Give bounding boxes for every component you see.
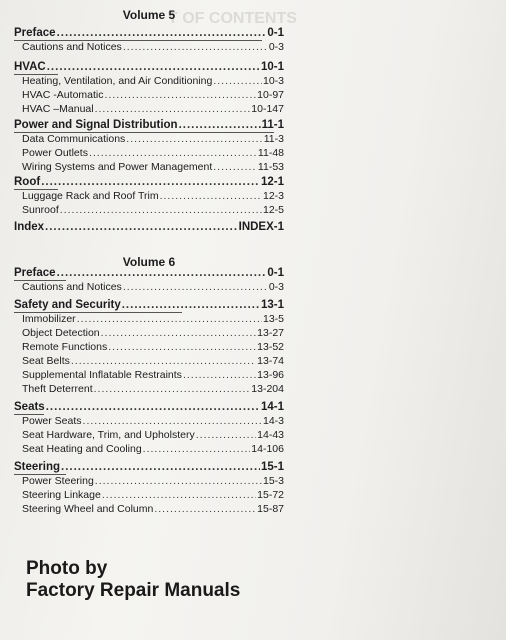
- toc-section-heading: [14, 460, 284, 474]
- toc-page-number: 0-3: [268, 281, 284, 293]
- toc-section-heading: [14, 400, 284, 414]
- toc-page-number: 15-3: [262, 475, 284, 487]
- dot-leader: [47, 60, 260, 74]
- toc-page-number: 11-3: [263, 133, 284, 145]
- toc-entry: [14, 442, 284, 456]
- dot-leader: [123, 280, 268, 294]
- toc-page-number: 10-3: [262, 75, 284, 87]
- toc-section-heading: [14, 220, 284, 234]
- bleed-through-text: T OF CONTENTS: [168, 10, 297, 27]
- toc-entry: [14, 382, 284, 396]
- dot-leader: [122, 298, 260, 312]
- toc-entry: [14, 40, 284, 54]
- toc-entry-title: Wiring Systems and Power Management: [22, 161, 213, 173]
- toc-entry-title: Preface: [14, 267, 56, 279]
- toc-entry-title: Sunroof: [22, 204, 59, 216]
- toc-page-number: 14-1: [260, 401, 284, 413]
- dot-leader: [126, 132, 262, 146]
- dot-leader: [143, 442, 251, 456]
- toc-page-number: 12-3: [262, 190, 284, 202]
- toc-page-number: 15-1: [260, 461, 284, 473]
- dot-leader: [57, 26, 267, 40]
- toc-entry: [14, 340, 284, 354]
- toc-entry: [14, 280, 284, 294]
- toc-entry-title: Data Communications: [22, 133, 126, 145]
- toc-entry: [14, 189, 284, 203]
- toc-page-number: 0-1: [267, 27, 284, 39]
- toc-entry-title: Power Outlets: [22, 147, 88, 159]
- toc-entry: [14, 428, 284, 442]
- dot-leader: [41, 175, 260, 189]
- toc-entry-title: Power Seats: [22, 415, 82, 427]
- toc-entry-title: Power Steering: [22, 475, 94, 487]
- toc-entry-title: Cautions and Notices: [22, 281, 122, 293]
- toc-entry-title: Seats: [14, 401, 45, 413]
- dot-leader: [105, 88, 257, 102]
- toc-page-number: 13-1: [260, 299, 284, 311]
- dot-leader: [213, 74, 262, 88]
- dot-leader: [95, 102, 251, 116]
- watermark-line-1: Photo by: [26, 558, 108, 579]
- toc-page-number: 13-27: [257, 327, 284, 339]
- toc-section-heading: [14, 266, 284, 280]
- toc-entry: [14, 146, 284, 160]
- dot-leader: [61, 460, 260, 474]
- toc-section-heading: [14, 26, 284, 40]
- toc-page-number: INDEX-1: [238, 221, 284, 233]
- toc-page-number: 0-3: [268, 41, 284, 53]
- toc-entry-title: Seat Heating and Cooling: [22, 443, 142, 455]
- dot-leader: [94, 382, 251, 396]
- toc-entry-title: Cautions and Notices: [22, 41, 122, 53]
- toc-entry: [14, 368, 284, 382]
- toc-entry-title: HVAC –Manual: [22, 103, 94, 115]
- toc-entry: [14, 474, 284, 488]
- dot-leader: [71, 354, 256, 368]
- toc-entry: [14, 488, 284, 502]
- heading-underline: [14, 280, 66, 281]
- toc-page-number: 13-204: [251, 383, 284, 395]
- dot-leader: [213, 160, 257, 174]
- watermark-line-2: Factory Repair Manuals: [26, 580, 241, 601]
- toc-section-heading: [14, 175, 284, 189]
- dot-leader: [83, 414, 262, 428]
- toc-entry-title: Steering Wheel and Column: [22, 503, 154, 515]
- toc-entry: [14, 312, 284, 326]
- toc-entry-title: Theft Deterrent: [22, 383, 93, 395]
- toc-page-number: 0-1: [267, 267, 284, 279]
- dot-leader: [45, 220, 238, 234]
- volume-6-heading: Volume 6: [122, 255, 176, 269]
- toc-entry: [14, 203, 284, 217]
- toc-entry-title: Steering: [14, 461, 61, 473]
- dot-leader: [60, 203, 262, 217]
- toc-page-number: 15-87: [257, 503, 284, 515]
- toc-entry: [14, 354, 284, 368]
- toc-entry: [14, 326, 284, 340]
- dot-leader: [160, 189, 262, 203]
- dot-leader: [101, 326, 257, 340]
- toc-entry: [14, 502, 284, 516]
- toc-page-number: 15-72: [257, 489, 284, 501]
- toc-page-number: 10-1: [260, 61, 284, 73]
- toc-page-number: 11-1: [261, 119, 284, 131]
- heading-underline: [14, 189, 58, 190]
- toc-entry: [14, 102, 284, 116]
- toc-page-number: 14-106: [251, 443, 284, 455]
- toc-page-number: 13-96: [257, 369, 284, 381]
- heading-underline: [14, 40, 262, 41]
- toc-entry-title: Roof: [14, 176, 41, 188]
- toc-entry-title: Seat Belts: [22, 355, 70, 367]
- toc-page-number: 10-147: [251, 103, 284, 115]
- toc-entry-title: Object Detection: [22, 327, 100, 339]
- dot-leader: [123, 40, 268, 54]
- dot-leader: [108, 340, 256, 354]
- toc-page-number: 10-97: [257, 89, 284, 101]
- toc-entry-title: Immobilizer: [22, 313, 76, 325]
- dot-leader: [77, 312, 262, 326]
- dot-leader: [179, 118, 261, 132]
- toc-entry: [14, 88, 284, 102]
- volume-5-heading: Volume 5: [122, 8, 176, 22]
- dot-leader: [102, 488, 256, 502]
- toc-section-heading: [14, 118, 284, 132]
- toc-entry: [14, 414, 284, 428]
- toc-section-heading: [14, 298, 284, 312]
- dot-leader: [196, 428, 256, 442]
- toc-entry: [14, 132, 284, 146]
- toc-entry-title: Steering Linkage: [22, 489, 101, 501]
- toc-entry-title: HVAC: [14, 61, 46, 73]
- heading-underline: [14, 74, 58, 75]
- toc-entry-title: Remote Functions: [22, 341, 108, 353]
- toc-entry-title: Heating, Ventilation, and Air Conditioning: [22, 75, 213, 87]
- dot-leader: [57, 266, 267, 280]
- toc-entry-title: Seat Hardware, Trim, and Upholstery: [22, 429, 195, 441]
- toc-page-number: 11-53: [257, 161, 284, 173]
- heading-underline: [14, 312, 182, 313]
- toc-entry-title: Luggage Rack and Roof Trim: [22, 190, 159, 202]
- toc-entry-title: Index: [14, 221, 45, 233]
- dot-leader: [46, 400, 260, 414]
- toc-page-number: 14-43: [257, 429, 284, 441]
- photo-credit-watermark: [26, 558, 240, 602]
- heading-underline: [14, 474, 66, 475]
- dot-leader: [89, 146, 257, 160]
- dot-leader: [95, 474, 262, 488]
- heading-underline: [14, 414, 44, 415]
- toc-page-number: 14-3: [262, 415, 284, 427]
- toc-entry: [14, 160, 284, 174]
- toc-page-number: 13-52: [257, 341, 284, 353]
- toc-page-number: 11-48: [257, 147, 284, 159]
- toc-page-number: 12-1: [260, 176, 284, 188]
- toc-entry-title: Preface: [14, 27, 56, 39]
- heading-underline: [14, 132, 274, 133]
- toc-entry-title: Power and Signal Distribution: [14, 119, 178, 131]
- dot-leader: [154, 502, 256, 516]
- toc-entry-title: Supplemental Inflatable Restraints: [22, 369, 182, 381]
- toc-section-heading: [14, 60, 284, 74]
- dot-leader: [183, 368, 256, 382]
- toc-entry: [14, 74, 284, 88]
- toc-page-number: 12-5: [262, 204, 284, 216]
- toc-page-number: 13-5: [262, 313, 284, 325]
- toc-page-number: 13-74: [257, 355, 284, 367]
- toc-entry-title: Safety and Security: [14, 299, 121, 311]
- toc-entry-title: HVAC -Automatic: [22, 89, 104, 101]
